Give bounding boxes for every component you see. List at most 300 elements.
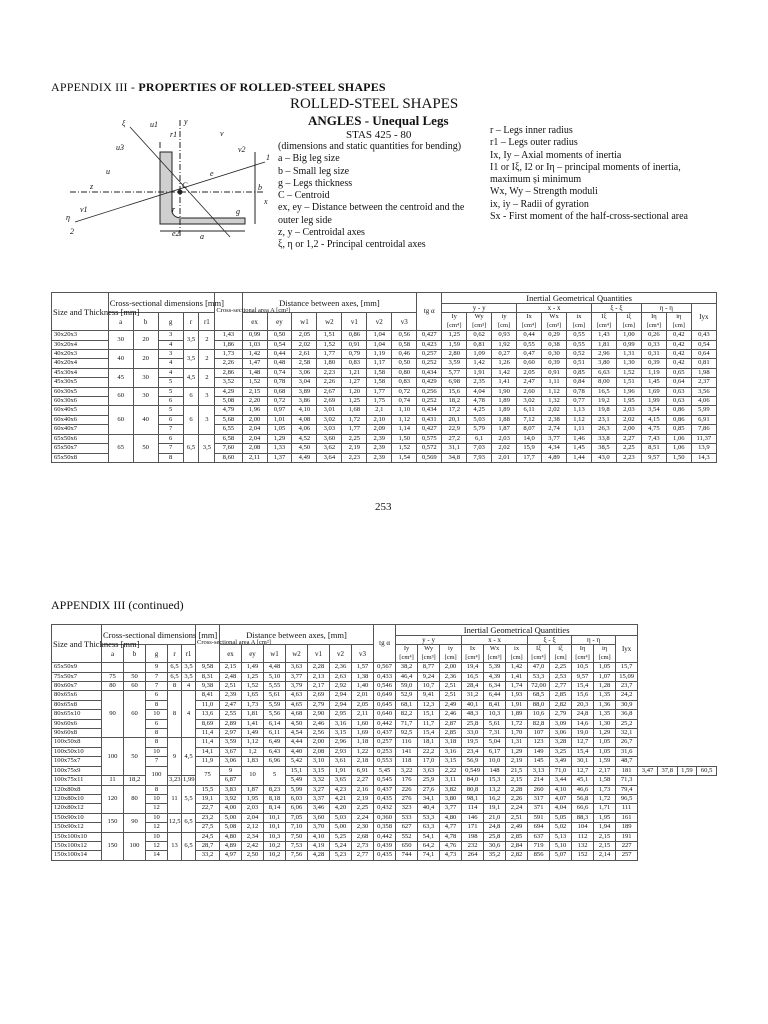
- cell-value: 0,569: [417, 453, 442, 462]
- cell-value: 6,87: [220, 776, 242, 785]
- cell-size: 65x50x7: [52, 444, 109, 453]
- cell-value: 37,8: [657, 766, 677, 775]
- cell-a: 150: [102, 813, 124, 832]
- cell-value: 0,51: [567, 359, 592, 368]
- cell-value: 2,23: [317, 368, 342, 377]
- cell-value: 0,97: [267, 406, 292, 415]
- cell-value: 4,54: [286, 729, 308, 738]
- cell-size: 45x30x4: [52, 368, 109, 377]
- cell-value: 0,80: [392, 368, 417, 377]
- cell-value: 3,32: [308, 776, 330, 785]
- cell-value: 1,01: [267, 415, 292, 424]
- cell-value: 1,06: [666, 444, 691, 453]
- header-cross-dims: Cross-sectional dimensions [mm]: [102, 625, 196, 645]
- table-row: [52, 368, 717, 377]
- table-row: [52, 738, 717, 747]
- cell-value: 0,33: [641, 340, 666, 349]
- cell-value: 2,24: [506, 804, 528, 813]
- cell-value: 1,29: [506, 747, 528, 756]
- cell-value: 3,13: [528, 766, 550, 775]
- figure-label: r: [172, 205, 176, 214]
- cell-value: 2,25: [352, 804, 374, 813]
- cell-value: 0,91: [342, 340, 367, 349]
- cell-value: 8,41: [484, 700, 506, 709]
- cell-value: 5,00: [330, 823, 352, 832]
- cell-value: 2,05: [352, 700, 374, 709]
- cell-value: 5,45: [374, 766, 396, 775]
- cell-value: 6,03: [286, 794, 308, 803]
- cell-value: 2,19: [342, 444, 367, 453]
- header-dist: w2: [317, 313, 342, 331]
- cell-value: 1,12: [567, 415, 592, 424]
- cell-value: 1,41: [506, 672, 528, 681]
- cell-value: 2,50: [242, 851, 264, 860]
- cell-value: 2,87: [440, 719, 462, 728]
- cell-value: 2,15: [594, 832, 616, 841]
- cell-value: 54,1: [418, 832, 440, 841]
- header-cross-dims: Cross-sectional dimensions [mm]: [108, 293, 215, 313]
- cell-g: 11: [102, 776, 124, 785]
- table-row: [52, 813, 717, 822]
- cell-value: 0,42: [666, 340, 691, 349]
- cell-value: 19,4: [462, 663, 484, 672]
- cell-value: 10,2: [264, 841, 286, 850]
- cell-value: 0,358: [374, 823, 396, 832]
- header-dim: a: [108, 313, 133, 331]
- cell-value: 15,6: [572, 691, 594, 700]
- cell-value: 6,1: [467, 434, 492, 443]
- cell-g: 9: [146, 663, 168, 672]
- cell-value: 0,44: [517, 331, 542, 340]
- cell-value: 5,42: [286, 757, 308, 766]
- cell-value: 1,25: [442, 331, 467, 340]
- cell-value: 116: [396, 738, 418, 747]
- cell-value: 15,3: [484, 776, 506, 785]
- cell-value: 79,4: [616, 785, 638, 794]
- cell-value: 9,58: [196, 663, 220, 672]
- cell-b: 60: [124, 691, 146, 738]
- cell-value: 111: [616, 804, 638, 813]
- header-dim: r: [183, 313, 199, 331]
- cell-value: 226: [396, 785, 418, 794]
- cell-value: 2,34: [242, 832, 264, 841]
- header-size: Size and Thickness [mm]: [52, 625, 102, 663]
- definition: r – Legs inner radius: [490, 125, 573, 136]
- cell-value: 1,27: [342, 378, 367, 387]
- cell-value: 1,32: [542, 397, 567, 406]
- cell-value: 1,75: [367, 397, 392, 406]
- cell-value: 11,0: [196, 700, 220, 709]
- cell-g: 7: [158, 444, 183, 453]
- header-iyx: Iyx: [691, 304, 716, 331]
- cell-value: 2,20: [242, 397, 267, 406]
- col-unit: [cm⁴]: [531, 653, 546, 661]
- header-inertial-col: [542, 313, 567, 331]
- cell-b: 75: [196, 766, 220, 785]
- cell-g: 6: [158, 397, 183, 406]
- figure-label: u1: [150, 120, 158, 129]
- cell-value: 3,80: [440, 794, 462, 803]
- col-symbol: Iy: [403, 645, 410, 653]
- cell-value: 1,11: [542, 378, 567, 387]
- cell-value: 25,2: [616, 719, 638, 728]
- cell-a: 65: [108, 434, 133, 462]
- cell-value: 3,11: [440, 776, 462, 785]
- figure-label: u3: [116, 143, 124, 152]
- col-symbol: Wx: [549, 313, 559, 321]
- cell-value: 1,12: [542, 387, 567, 396]
- header-inertial-col: [440, 645, 462, 663]
- col-symbol: Iη: [651, 313, 657, 321]
- cell-value: 6,43: [264, 747, 286, 756]
- cell-g: 5: [158, 378, 183, 387]
- cell-value: 35,2: [484, 851, 506, 860]
- cell-value: 4,00: [220, 804, 242, 813]
- definition: I1 or Iξ, I2 or Iη – principal moments of inertia,: [490, 161, 681, 173]
- table-row: [52, 700, 717, 709]
- header-group: η - η: [572, 636, 616, 645]
- cell-value: 1,42: [506, 663, 528, 672]
- cell-value: 4,06: [292, 425, 317, 434]
- header-inertial: Inertial Geometrical Quantities: [442, 293, 717, 304]
- cell-value: 189: [616, 823, 638, 832]
- cell-value: 2,86: [215, 368, 242, 377]
- cell-value: 3,59: [220, 738, 242, 747]
- cell-value: 16,5: [462, 672, 484, 681]
- cell-value: 3,23: [169, 776, 181, 784]
- cell-value: 0,31: [641, 350, 666, 359]
- cell-value: 8,00: [591, 378, 616, 387]
- cell-value: 1,52: [317, 340, 342, 349]
- cell-value: 7,86: [691, 425, 716, 434]
- cell-value: 15,4: [572, 747, 594, 756]
- cell-value: 4,28: [308, 851, 330, 860]
- cell-value: 0,85: [567, 368, 592, 377]
- cell-value: 2,27: [352, 776, 374, 785]
- cell-value: 19,0: [572, 729, 594, 738]
- cell-value: 4,76: [440, 841, 462, 850]
- cell-a: 75: [102, 672, 124, 681]
- cell-value: 2,67: [317, 387, 342, 396]
- cell-value: 2,82: [550, 700, 572, 709]
- cell-value: 2,37: [691, 378, 716, 387]
- cell-value: 0,39: [542, 359, 567, 368]
- cell-value: 1,87: [492, 425, 517, 434]
- cell-value: 1,77: [367, 387, 392, 396]
- cell-value: 2,22: [440, 766, 462, 775]
- cell-value: 0,86: [342, 331, 367, 340]
- cell-value: 10,3: [484, 710, 506, 719]
- cell-value: 0,86: [666, 406, 691, 415]
- header-tg: tg α: [417, 293, 442, 331]
- cell-value: 0,60: [517, 359, 542, 368]
- cell-value: 2,23: [616, 453, 641, 462]
- cell-value: 0,427: [417, 425, 442, 434]
- cell-value: 5,55: [264, 682, 286, 691]
- header-group: y - y: [396, 636, 462, 645]
- cell-value: 2,63: [330, 672, 352, 681]
- header-tg: tg α: [374, 625, 396, 663]
- figure-label: x: [264, 197, 268, 206]
- header-distance: Distance between axes, [mm]: [220, 625, 374, 645]
- header-dist: w2: [286, 645, 308, 663]
- header-inertial-col: [550, 645, 572, 663]
- cell-value: 2,90: [308, 710, 330, 719]
- figure-label: C: [182, 181, 188, 190]
- col-symbol: Wy: [474, 313, 484, 321]
- cell-b: 20: [133, 350, 158, 369]
- cell-value: 12,3: [418, 700, 440, 709]
- figure-label: v: [220, 129, 224, 138]
- header-inertial-col: [528, 645, 550, 663]
- cell-r: 10: [242, 766, 264, 785]
- cell-value: 2,79: [550, 710, 572, 719]
- figure-label: z: [90, 182, 94, 191]
- cell-value: 2,39: [367, 453, 392, 462]
- cell-a: 80: [102, 682, 124, 691]
- cell-value: 7,10: [286, 823, 308, 832]
- cell-value: 1,35: [594, 691, 616, 700]
- cell-value: 3,02: [517, 397, 542, 406]
- header-inertial-col: [517, 313, 542, 331]
- cell-g: 4: [158, 368, 183, 377]
- header-dim: a: [102, 645, 124, 663]
- header-dist: ey: [242, 645, 264, 663]
- cell-value: 4,15: [641, 415, 666, 424]
- cell-r1: 6,5: [182, 832, 196, 860]
- cell-value: 1,19: [641, 368, 666, 377]
- cell-value: 8,60: [215, 453, 242, 462]
- cell-value: 1,87: [242, 785, 264, 794]
- cell-value: 3,77: [286, 672, 308, 681]
- figure-label: g: [236, 207, 240, 216]
- cell-value: 1,47: [242, 359, 267, 368]
- cell-value: 3,16: [330, 719, 352, 728]
- header-dist: v3: [392, 313, 417, 331]
- cell-r1: 3,5: [199, 434, 215, 462]
- cell-value: 11,4: [196, 738, 220, 747]
- header-inertial-col: [506, 645, 528, 663]
- definition: outer leg side: [278, 214, 332, 226]
- cell-r: 8: [168, 682, 182, 691]
- cell-value: 2,03: [492, 434, 517, 443]
- cell-value: 2,08: [308, 747, 330, 756]
- cell-value: 3,62: [317, 444, 342, 453]
- cell-value: 64,2: [418, 841, 440, 850]
- cell-value: 2,89: [220, 719, 242, 728]
- cell-size: 65x50x6: [52, 434, 109, 443]
- cell-value: 627: [396, 823, 418, 832]
- definition: a – Big leg size: [278, 153, 340, 165]
- cell-value: 27,6: [418, 785, 440, 794]
- cell-value: 0,72: [267, 397, 292, 406]
- cell-value: 3,09: [550, 719, 572, 728]
- cell-value: 2,61: [292, 350, 317, 359]
- header-group: η - η: [641, 304, 691, 313]
- table-body: [52, 331, 717, 463]
- cell-b: 30: [133, 368, 158, 387]
- cell-b: [124, 663, 146, 672]
- table-row: [52, 682, 717, 691]
- header-inertial-col: [616, 313, 641, 331]
- cell-value: 3,60: [317, 434, 342, 443]
- cell-value: 5,00: [220, 813, 242, 822]
- table-row: [52, 719, 717, 728]
- cell-value: 2,01: [492, 453, 517, 462]
- cell-value: 14,6: [572, 719, 594, 728]
- cell-value: 19,1: [196, 794, 220, 803]
- cell-value: 0,431: [417, 415, 442, 424]
- cell-value: 3,63: [418, 766, 440, 775]
- cell-value: 5,39: [484, 663, 506, 672]
- cell-r: 4,5: [183, 368, 199, 387]
- cell-value: 0,79: [342, 350, 367, 359]
- cell-value: 591: [528, 813, 550, 822]
- cell-value: 2,15: [220, 663, 242, 672]
- cell-value: 2,46: [308, 719, 330, 728]
- cell-value: 1,04: [367, 331, 392, 340]
- cell-value: 24,8: [572, 710, 594, 719]
- header-size: Size and Thickness [mm]: [52, 293, 109, 331]
- header-inertial: Inertial Geometrical Quantities: [396, 625, 638, 636]
- cell-value: 637: [528, 832, 550, 841]
- cell-value: 1,59: [594, 757, 616, 766]
- cell-value: 1,12: [392, 415, 417, 424]
- cell-value: 0,72: [392, 387, 417, 396]
- cell-value: 2,02: [542, 406, 567, 415]
- cell-value: 6,34: [484, 682, 506, 691]
- col-symbol: iy: [501, 313, 507, 321]
- cell-value: 74,1: [418, 851, 440, 860]
- cell-value: 1,57: [352, 663, 374, 672]
- cell-value: 4,23: [330, 785, 352, 794]
- cell-value: 1,38: [352, 672, 374, 681]
- cell-value: 22,7: [196, 804, 220, 813]
- cell-value: 1,72: [342, 415, 367, 424]
- cell-value: 0,78: [567, 387, 592, 396]
- cell-value: 4,80: [440, 813, 462, 822]
- cell-value: 1,91: [330, 766, 352, 775]
- cell-value: 1,96: [616, 387, 641, 396]
- cell-value: 26,3: [591, 425, 616, 434]
- table-row: [52, 663, 717, 672]
- header-inertial-col: [567, 313, 592, 331]
- cell-value: 2,82: [506, 851, 528, 860]
- cell-value: 2,38: [542, 415, 567, 424]
- cell-value: 3,06: [220, 757, 242, 766]
- cell-value: 1,45: [641, 378, 666, 387]
- table-row: [52, 794, 717, 803]
- cell-value: 0,83: [392, 378, 417, 387]
- cell-value: 15,9: [517, 444, 542, 453]
- cell-value: 744: [396, 851, 418, 860]
- cell-value: 3,77: [542, 434, 567, 443]
- col-symbol: ix: [576, 313, 582, 321]
- header-inertial-col: [484, 645, 506, 663]
- cell-value: 3,15: [440, 757, 462, 766]
- cell-value: 15,09: [616, 672, 638, 681]
- cell-value: 4,89: [542, 453, 567, 462]
- figure-label: 2: [70, 227, 74, 236]
- cell-value: 2,53: [550, 672, 572, 681]
- cell-value: 181: [616, 766, 638, 775]
- header-inertial-col: [418, 645, 440, 663]
- cell-b: 20: [133, 331, 158, 350]
- cell-value: 66,6: [572, 804, 594, 813]
- header-inertial-col: [572, 645, 594, 663]
- header-dist: v3: [352, 645, 374, 663]
- cell-value: 17,7: [517, 453, 542, 462]
- cell-value: 10,7: [418, 682, 440, 691]
- cell-value: 5,59: [264, 700, 286, 709]
- table-row: [52, 851, 717, 860]
- cell-g: 6: [158, 434, 183, 443]
- cell-size: 100x75x9: [52, 766, 102, 775]
- cell-value: 719: [528, 841, 550, 850]
- cell-value: 3,28: [550, 738, 572, 747]
- cell-size: 80x65x10: [52, 710, 102, 719]
- cell-value: 232: [462, 841, 484, 850]
- cell-value: 60,5: [697, 766, 717, 775]
- cell-value: 2,18: [352, 757, 374, 766]
- cell-value: 2,69: [317, 397, 342, 406]
- cell-size: 40x20x3: [52, 350, 109, 359]
- cell-value: 1,35: [594, 710, 616, 719]
- cell-size: 90x60x6: [52, 719, 102, 728]
- cell-value: 6,49: [264, 738, 286, 747]
- col-symbol: Iξ: [601, 313, 607, 321]
- header-dist: v1: [342, 313, 367, 331]
- cell-value: 148: [484, 766, 506, 775]
- cell-value: 1,31: [616, 350, 641, 359]
- cell-r: 12,5: [168, 813, 182, 832]
- cell-size: 30x20x3: [52, 331, 109, 340]
- header-inertial-col: [462, 645, 484, 663]
- cell-value: 2,30: [352, 823, 374, 832]
- cell-value: 2,28: [308, 663, 330, 672]
- cell-value: 2,10: [367, 415, 392, 424]
- cell-g: 10: [146, 832, 168, 841]
- cell-size: 120x80x8: [52, 785, 102, 794]
- cell-g: 14: [146, 851, 168, 860]
- cell-value: 0,64: [691, 350, 716, 359]
- cell-value: 1,81: [591, 340, 616, 349]
- cell-value: 2,00: [616, 425, 641, 434]
- cell-value: 1,99: [183, 776, 195, 784]
- cell-value: 6,14: [264, 719, 286, 728]
- cell-value: 2,26: [317, 378, 342, 387]
- cell-g: 7: [158, 425, 183, 434]
- cell-value: 0,42: [666, 359, 691, 368]
- col-unit: [cm⁴]: [575, 653, 590, 661]
- cell-value: 15,5: [196, 785, 220, 794]
- cell-value: 0,46: [392, 350, 417, 359]
- cell-value: 191: [616, 832, 638, 841]
- cell-value: 14,3: [691, 453, 716, 462]
- cell-size: 100x75x11: [52, 776, 102, 785]
- cell-value: 1,05: [594, 738, 616, 747]
- cell-r1: 4,5: [182, 738, 196, 776]
- cell-value: 0,85: [666, 425, 691, 434]
- cell-value: 4,19: [308, 841, 330, 850]
- cell-r1: 6,5: [182, 813, 196, 832]
- cell-value: 82,2: [396, 710, 418, 719]
- cell-value: 4,75: [641, 425, 666, 434]
- header-group: ξ - ξ: [528, 636, 572, 645]
- header-dist: v2: [367, 313, 392, 331]
- header-dim: b: [124, 645, 146, 663]
- cell-value: 2,23: [342, 453, 367, 462]
